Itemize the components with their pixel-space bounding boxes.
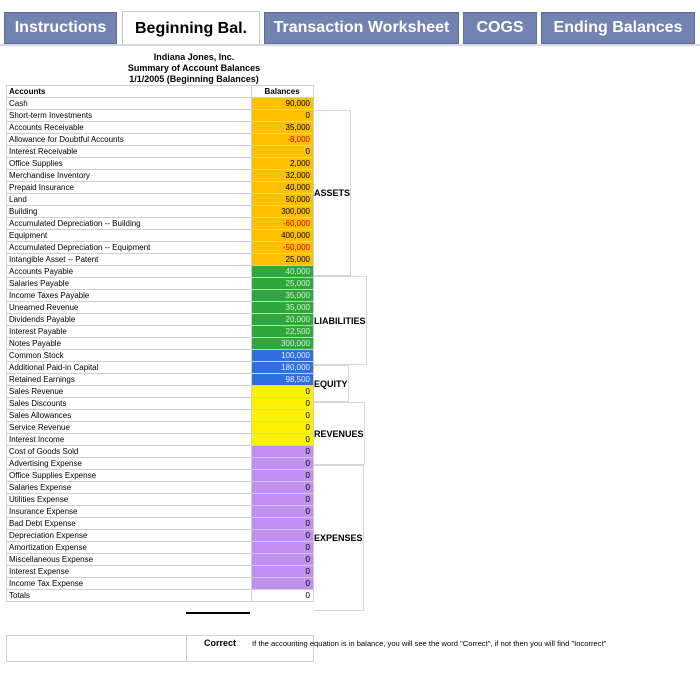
account-name-cell[interactable]: Miscellaneous Expense xyxy=(7,554,252,566)
account-name-cell[interactable]: Income Tax Expense xyxy=(7,578,252,590)
section-revenues: REVENUES xyxy=(314,402,365,465)
account-name-cell[interactable]: Interest Payable xyxy=(7,326,252,338)
table-row xyxy=(7,554,314,566)
account-balances-table xyxy=(6,52,314,602)
table-row xyxy=(7,494,314,506)
totals-divider xyxy=(186,612,250,614)
account-name-cell[interactable]: Office Supplies Expense xyxy=(7,470,252,482)
table-row xyxy=(7,254,314,266)
balance-cell[interactable]: 180,000 xyxy=(252,362,314,374)
account-name-cell[interactable]: Dividends Payable xyxy=(7,314,252,326)
account-name-cell[interactable]: Amortization Expense xyxy=(7,542,252,554)
table-row xyxy=(7,350,314,362)
balance-cell[interactable]: 2,000 xyxy=(252,158,314,170)
company-name: Indiana Jones, Inc. xyxy=(153,52,235,63)
table-row xyxy=(7,530,314,542)
balances-header[interactable]: Balances xyxy=(252,86,314,98)
account-name-cell[interactable]: Land xyxy=(7,194,252,206)
account-name-cell[interactable]: Intangible Asset -- Patent xyxy=(7,254,252,266)
balance-cell[interactable]: -8,000 xyxy=(252,134,314,146)
section-expenses: EXPENSES xyxy=(314,465,364,611)
balance-cell[interactable]: 35,000 xyxy=(252,290,314,302)
account-name-cell[interactable]: Cost of Goods Sold xyxy=(7,446,252,458)
balance-cell[interactable]: 98,500 xyxy=(252,374,314,386)
table-row xyxy=(7,194,314,206)
account-name-cell[interactable]: Interest Receivable xyxy=(7,146,252,158)
account-name-cell[interactable]: Additional Paid-in Capital xyxy=(7,362,252,374)
account-name-cell[interactable]: Salaries Payable xyxy=(7,278,252,290)
table-row xyxy=(7,542,314,554)
balance-cell[interactable]: 35,000 xyxy=(252,302,314,314)
balance-cell[interactable]: 300,000 xyxy=(252,338,314,350)
account-name-cell[interactable]: Advertising Expense xyxy=(7,458,252,470)
table-row xyxy=(7,98,314,110)
balance-cell[interactable]: 0 xyxy=(252,398,314,410)
account-name-cell[interactable]: Service Revenue xyxy=(7,422,252,434)
sheet-title: Summary of Account Balances xyxy=(127,63,261,74)
account-name-cell[interactable]: Equipment xyxy=(7,230,252,242)
account-name-cell[interactable]: Insurance Expense xyxy=(7,506,252,518)
table-row xyxy=(7,482,314,494)
balance-cell[interactable]: 0 xyxy=(252,518,314,530)
balance-cell[interactable]: 0 xyxy=(252,506,314,518)
balance-cell[interactable]: 0 xyxy=(252,146,314,158)
table-row xyxy=(7,302,314,314)
account-name-cell[interactable]: Prepaid Insurance xyxy=(7,182,252,194)
account-name-cell[interactable]: Sales Discounts xyxy=(7,398,252,410)
balance-cell[interactable]: 0 xyxy=(252,542,314,554)
table-row xyxy=(7,386,314,398)
table-row xyxy=(7,266,314,278)
account-name-cell[interactable]: Allowance for Doubtful Accounts xyxy=(7,134,252,146)
balance-cell[interactable]: 0 xyxy=(252,422,314,434)
table-row xyxy=(7,590,314,602)
balance-cell[interactable]: 40,000 xyxy=(252,266,314,278)
account-name-cell[interactable]: Income Taxes Payable xyxy=(7,290,252,302)
table-row xyxy=(7,578,314,590)
balance-cell[interactable]: 0 xyxy=(252,458,314,470)
table-row xyxy=(7,122,314,134)
account-name-cell[interactable]: Salaries Expense xyxy=(7,482,252,494)
table-row xyxy=(7,278,314,290)
account-name-cell[interactable]: Office Supplies xyxy=(7,158,252,170)
table-row xyxy=(7,242,314,254)
balance-cell[interactable]: 0 xyxy=(252,386,314,398)
account-name-cell[interactable]: Notes Payable xyxy=(7,338,252,350)
tab-underline xyxy=(0,44,700,46)
tab-cogs[interactable]: COGS xyxy=(463,12,537,44)
table-row xyxy=(7,434,314,446)
table-row xyxy=(7,398,314,410)
balance-cell[interactable]: 0 xyxy=(252,446,314,458)
balance-cell[interactable]: 300,000 xyxy=(252,206,314,218)
account-name-cell[interactable]: Accounts Receivable xyxy=(7,122,252,134)
table-row xyxy=(7,410,314,422)
table-row xyxy=(7,170,314,182)
table-row xyxy=(7,146,314,158)
balance-cell[interactable]: 0 xyxy=(252,410,314,422)
table-row xyxy=(7,206,314,218)
check-row-blank[interactable] xyxy=(6,635,187,662)
balance-cell[interactable]: -50,000 xyxy=(252,242,314,254)
account-name-cell[interactable]: Totals xyxy=(7,590,252,602)
account-name-cell[interactable]: Short-term Investments xyxy=(7,110,252,122)
account-name-cell[interactable]: Accumulated Depreciation -- Building xyxy=(7,218,252,230)
balance-cell[interactable]: 32,000 xyxy=(252,170,314,182)
balance-cell[interactable]: 25,000 xyxy=(252,254,314,266)
table-row xyxy=(7,374,314,386)
balance-cell[interactable]: 20,000 xyxy=(252,314,314,326)
table-row xyxy=(7,314,314,326)
table-row xyxy=(7,458,314,470)
account-name-cell[interactable]: Building xyxy=(7,206,252,218)
section-liabilities: LIABILITIES xyxy=(314,276,367,365)
table-row xyxy=(7,518,314,530)
table-row xyxy=(7,446,314,458)
table-row xyxy=(7,110,314,122)
table-row xyxy=(7,326,314,338)
balance-cell[interactable]: 25,000 xyxy=(252,278,314,290)
table-row xyxy=(7,182,314,194)
table-row xyxy=(7,506,314,518)
account-name-cell[interactable]: Interest Income xyxy=(7,434,252,446)
balance-cell[interactable]: 0 xyxy=(252,110,314,122)
tab-beginning-bal[interactable]: Beginning Bal. xyxy=(122,11,260,46)
table-row xyxy=(7,230,314,242)
balance-check-note: If the accounting equation is in balance, you will see the word "Correct", if not then you will find "Incorrect" xyxy=(252,639,607,648)
balance-cell[interactable]: 0 xyxy=(252,530,314,542)
account-name-cell[interactable]: Merchandise Inventory xyxy=(7,170,252,182)
table-row xyxy=(7,566,314,578)
balance-cell[interactable]: 100,000 xyxy=(252,350,314,362)
balance-cell[interactable]: 0 xyxy=(252,578,314,590)
table-row xyxy=(7,362,314,374)
sheet-tab-bar xyxy=(0,0,700,46)
account-name-cell[interactable]: Common Stock xyxy=(7,350,252,362)
account-name-cell[interactable]: Bad Debt Expense xyxy=(7,518,252,530)
section-assets: ASSETS xyxy=(314,110,351,276)
table-row xyxy=(7,134,314,146)
account-name-cell[interactable]: Utilities Expense xyxy=(7,494,252,506)
table-row xyxy=(7,158,314,170)
account-name-cell[interactable]: Cash xyxy=(7,98,252,110)
balance-cell[interactable]: 0 xyxy=(252,482,314,494)
accounts-header[interactable]: Accounts xyxy=(7,86,252,98)
table-row xyxy=(7,422,314,434)
balance-cell[interactable]: 22,500 xyxy=(252,326,314,338)
tab-ending-balances[interactable]: Ending Balances xyxy=(541,12,695,44)
balance-cell[interactable]: 0 xyxy=(252,470,314,482)
table-row xyxy=(7,338,314,350)
account-name-cell[interactable]: Accounts Payable xyxy=(7,266,252,278)
tab-transaction-worksheet[interactable]: Transaction Worksheet xyxy=(264,12,459,44)
balance-cell[interactable]: 90,000 xyxy=(252,98,314,110)
balance-cell[interactable]: 0 xyxy=(252,590,314,602)
account-name-cell[interactable]: Unearned Revenue xyxy=(7,302,252,314)
account-name-cell[interactable]: Sales Allowances xyxy=(7,410,252,422)
account-name-cell[interactable]: Accumulated Depreciation -- Equipment xyxy=(7,242,252,254)
balance-cell[interactable]: 0 xyxy=(252,554,314,566)
balance-cell[interactable]: 0 xyxy=(252,566,314,578)
account-name-cell[interactable]: Interest Expense xyxy=(7,566,252,578)
balance-cell[interactable]: 400,000 xyxy=(252,230,314,242)
balance-cell[interactable]: -60,000 xyxy=(252,218,314,230)
sheet-subtitle: 1/1/2005 (Beginning Balances) xyxy=(129,74,259,85)
account-name-cell[interactable]: Depreciation Expense xyxy=(7,530,252,542)
account-name-cell[interactable]: Sales Revenue xyxy=(7,386,252,398)
section-equity: EQUITY xyxy=(314,365,349,402)
balance-cell[interactable]: 50,000 xyxy=(252,194,314,206)
table-row xyxy=(7,290,314,302)
tab-instructions[interactable]: Instructions xyxy=(4,12,117,44)
balance-cell[interactable]: 0 xyxy=(252,434,314,446)
table-row xyxy=(7,218,314,230)
balance-cell[interactable]: 0 xyxy=(252,494,314,506)
account-name-cell[interactable]: Retained Earnings xyxy=(7,374,252,386)
balance-cell[interactable]: 35,000 xyxy=(252,122,314,134)
balance-check-cell[interactable]: Correct xyxy=(186,635,314,662)
table-row xyxy=(7,470,314,482)
balance-cell[interactable]: 40,000 xyxy=(252,182,314,194)
